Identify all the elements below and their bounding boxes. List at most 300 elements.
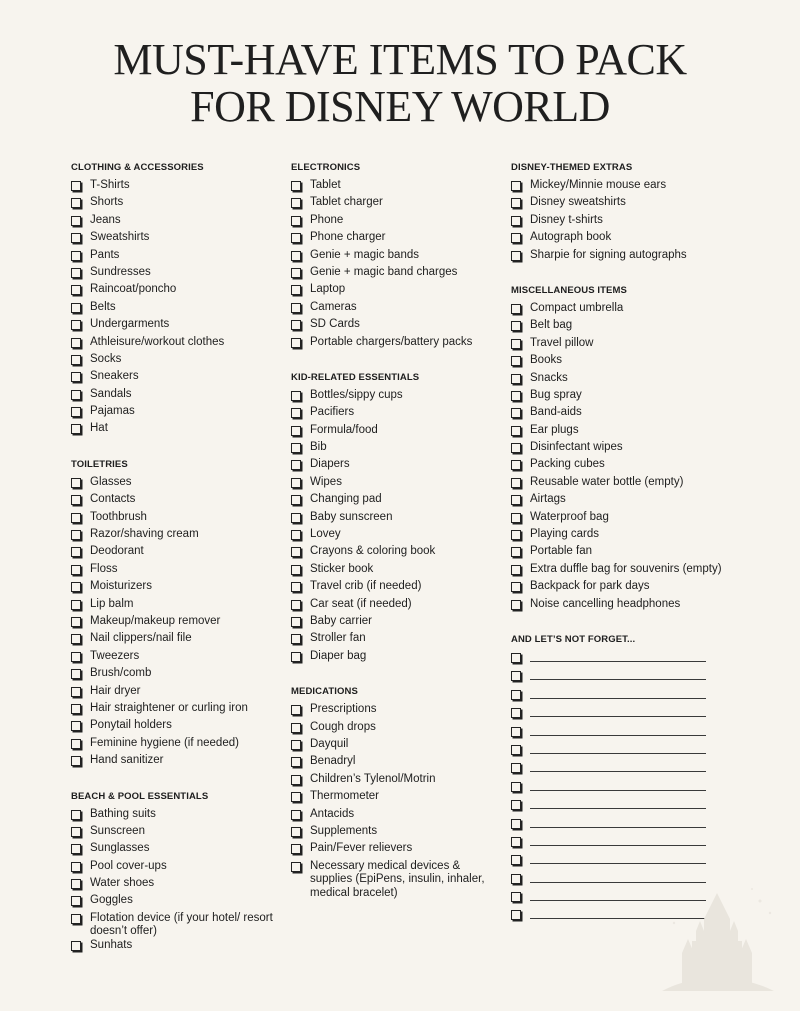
checklist-item — [71, 196, 276, 213]
section-toiletries — [71, 457, 276, 772]
checkbox[interactable] — [71, 251, 81, 261]
checkbox[interactable] — [291, 844, 301, 854]
checkbox[interactable] — [511, 443, 521, 453]
checklist-item-label: Children’s Tylenol/Motrin — [310, 772, 436, 785]
checklist-item-label: Phone charger — [310, 231, 386, 244]
checkbox[interactable] — [291, 792, 301, 802]
checkbox[interactable] — [291, 810, 301, 820]
checklist-item — [291, 528, 501, 545]
checkbox[interactable] — [511, 478, 521, 488]
checklist-item — [511, 476, 751, 493]
checkbox[interactable] — [71, 896, 81, 906]
checklist-item — [71, 685, 276, 702]
write-in-line[interactable] — [530, 798, 706, 809]
checklist-item — [291, 545, 501, 562]
checkbox[interactable] — [71, 652, 81, 662]
checkbox[interactable] — [71, 513, 81, 523]
checkbox[interactable] — [291, 565, 301, 575]
checkbox[interactable] — [511, 408, 521, 418]
checkbox[interactable] — [511, 356, 521, 366]
write-in-line[interactable] — [530, 669, 706, 680]
checklist-item-label: Hand sanitizer — [90, 754, 164, 767]
write-in-line[interactable] — [530, 835, 706, 846]
section-title: AND LET’S NOT FORGET... — [511, 633, 636, 645]
checklist-item — [291, 842, 501, 859]
section-title: BEACH & POOL ESSENTIALS — [71, 790, 209, 802]
checklist-item — [71, 737, 276, 754]
write-in-line[interactable] — [530, 743, 706, 754]
checklist-item-label: Band-aids — [530, 406, 582, 419]
checklist-item-label: Sunscreen — [90, 824, 145, 837]
checkbox[interactable] — [71, 320, 81, 330]
checkbox[interactable] — [511, 198, 521, 208]
checklist-item-label: Bathing suits — [90, 807, 156, 820]
blank-checklist-item — [511, 706, 751, 724]
checklist-item — [291, 563, 501, 580]
checklist-item-label: Reusable water bottle (empty) — [530, 475, 684, 488]
checklist-item — [71, 528, 276, 545]
checklist-item — [511, 231, 751, 248]
checkbox[interactable] — [71, 739, 81, 749]
section-title: ELECTRONICS — [291, 162, 361, 173]
checklist-item — [291, 249, 501, 266]
checkbox[interactable] — [511, 216, 521, 226]
checkbox[interactable] — [71, 844, 81, 854]
write-in-line[interactable] — [530, 853, 706, 864]
checklist-item-label: Goggles — [90, 894, 133, 907]
blank-checklist-item — [511, 798, 751, 816]
checklist-item-label: Formula/food — [310, 423, 378, 436]
checklist-item-label: Tablet charger — [310, 196, 383, 209]
checkbox[interactable] — [511, 910, 521, 920]
write-in-line[interactable] — [530, 651, 706, 662]
castle-watermark-icon — [652, 883, 782, 993]
checklist-item-label: Baby sunscreen — [310, 510, 393, 523]
section-clothing-accessories — [71, 160, 276, 440]
checkbox[interactable] — [291, 251, 301, 261]
blank-checklist-item — [511, 853, 751, 871]
checklist-item-label: Razor/shaving cream — [90, 528, 199, 541]
write-in-line[interactable] — [530, 725, 706, 736]
checklist-item — [291, 424, 501, 441]
checklist-item — [291, 860, 501, 901]
checklist-item — [71, 511, 276, 528]
checkbox[interactable] — [511, 304, 521, 314]
checklist-item — [71, 877, 276, 894]
checklist-item — [291, 266, 501, 283]
checkbox[interactable] — [71, 862, 81, 872]
checklist-item-label: Sunhats — [90, 938, 133, 951]
checkbox[interactable] — [511, 251, 521, 261]
checklist-item-label: SD Cards — [310, 318, 360, 331]
checklist-item-label: Genie + magic bands — [310, 248, 419, 261]
checklist-item-label: Packing cubes — [530, 458, 605, 471]
checkbox[interactable] — [511, 671, 521, 681]
checklist-item — [291, 755, 501, 772]
checklist-item-label: Sandals — [90, 387, 132, 400]
checklist-item — [71, 476, 276, 493]
section-title: TOILETRIES — [71, 458, 128, 470]
checkbox[interactable] — [511, 391, 521, 401]
checklist-item-label: Sunglasses — [90, 842, 150, 855]
checklist-item — [71, 545, 276, 562]
checkbox[interactable] — [71, 687, 81, 697]
checklist-item — [291, 406, 501, 423]
checkbox[interactable] — [71, 941, 81, 951]
checkbox[interactable] — [291, 617, 301, 627]
checkbox[interactable] — [71, 756, 81, 766]
checklist-item — [71, 667, 276, 684]
checklist-item-label: Bib — [310, 441, 327, 454]
checklist-item-label: Disinfectant wipes — [530, 441, 623, 454]
checklist-item — [71, 894, 276, 911]
checkbox[interactable] — [291, 740, 301, 750]
checklist-item-label: Portable fan — [530, 545, 593, 558]
checklist-item — [511, 214, 751, 231]
checklist-item — [511, 179, 751, 196]
checkbox[interactable] — [511, 837, 521, 847]
checkbox[interactable] — [71, 721, 81, 731]
checklist-item-label: Hat — [90, 422, 108, 435]
blank-checklist-item — [511, 669, 751, 687]
checkbox[interactable] — [291, 757, 301, 767]
checklist-item — [71, 422, 276, 439]
checklist-item — [291, 825, 501, 842]
checkbox[interactable] — [71, 495, 81, 505]
checkbox[interactable] — [511, 374, 521, 384]
checklist-item — [291, 773, 501, 790]
section-title: MEDICATIONS — [291, 686, 358, 698]
checklist-item — [291, 336, 501, 353]
checkbox[interactable] — [291, 705, 301, 715]
checkbox[interactable] — [511, 727, 521, 737]
checkbox[interactable] — [71, 216, 81, 226]
blank-checklist-item — [511, 743, 751, 761]
checklist-item-label: Raincoat/poncho — [90, 283, 177, 296]
checkbox[interactable] — [291, 408, 301, 418]
checkbox[interactable] — [71, 303, 81, 313]
checkbox[interactable] — [291, 582, 301, 592]
checklist-item-label: Travel pillow — [530, 336, 594, 349]
checkbox[interactable] — [291, 547, 301, 557]
checkbox[interactable] — [291, 320, 301, 330]
checkbox[interactable] — [291, 426, 301, 436]
section-title: CLOTHING & ACCESSORIES — [71, 162, 204, 173]
checklist-item — [71, 214, 276, 231]
checkbox[interactable] — [71, 181, 81, 191]
checkbox[interactable] — [511, 181, 521, 191]
write-in-line[interactable] — [530, 761, 706, 772]
blank-checklist-item — [511, 761, 751, 779]
page-title — [0, 36, 800, 130]
checklist-item-label: Ear plugs — [530, 423, 579, 436]
checkbox[interactable] — [291, 495, 301, 505]
checklist-item — [71, 563, 276, 580]
checklist-item-label: Changing pad — [310, 493, 382, 506]
checklist-item-label: Compact umbrella — [530, 301, 624, 314]
checklist-item — [511, 580, 751, 597]
checklist-item-label: Nail clippers/nail file — [90, 632, 192, 645]
checklist-item-label: Ponytail holders — [90, 719, 172, 732]
checklist-item-label: Floss — [90, 562, 118, 575]
checkbox[interactable] — [71, 914, 81, 924]
checklist-item-label: Stroller fan — [310, 632, 366, 645]
checklist-item — [291, 650, 501, 667]
checklist-item-label: Waterproof bag — [530, 510, 609, 523]
section-miscellaneous-items — [511, 283, 751, 615]
checklist-item-label: Cameras — [310, 300, 357, 313]
checkbox[interactable] — [291, 652, 301, 662]
checkbox[interactable] — [291, 478, 301, 488]
section-medications — [291, 684, 501, 900]
checklist-item-label: Athleisure/workout clothes — [90, 335, 225, 348]
checkbox[interactable] — [291, 285, 301, 295]
section-beach-pool-essentials — [71, 789, 276, 957]
write-in-line[interactable] — [530, 688, 706, 699]
checkbox[interactable] — [291, 827, 301, 837]
checkbox[interactable] — [71, 407, 81, 417]
checkbox[interactable] — [291, 634, 301, 644]
checkbox[interactable] — [291, 862, 301, 872]
checklist-item-label: Cough drops — [310, 720, 376, 733]
checkbox[interactable] — [71, 582, 81, 592]
checklist-item — [511, 406, 751, 423]
checklist-item-label: Sundresses — [90, 265, 151, 278]
checkbox[interactable] — [71, 233, 81, 243]
checklist-item-label: Sticker book — [310, 562, 374, 575]
checkbox[interactable] — [511, 339, 521, 349]
checkbox[interactable] — [511, 855, 521, 865]
checklist-item — [71, 301, 276, 318]
checkbox[interactable] — [71, 617, 81, 627]
checklist-item-label: Sweatshirts — [90, 231, 150, 244]
checklist-item-label: Glasses — [90, 475, 132, 488]
checklist-item-label: Belts — [90, 300, 116, 313]
checklist-item-label: Belt bag — [530, 319, 573, 332]
checklist-item-label: Feminine hygiene (if needed) — [90, 736, 239, 749]
checklist-item — [291, 441, 501, 458]
checklist-item-label: Hair dryer — [90, 684, 141, 697]
checklist-item — [291, 301, 501, 318]
checkbox[interactable] — [511, 565, 521, 575]
checklist-item-label: Toothbrush — [90, 510, 147, 523]
checklist-item — [71, 939, 276, 956]
checklist-item-label: Sharpie for signing autographs — [530, 248, 687, 261]
checklist-item — [511, 249, 751, 266]
checkbox[interactable] — [291, 443, 301, 453]
checkbox[interactable] — [71, 390, 81, 400]
checkbox[interactable] — [511, 233, 521, 243]
checklist-item — [291, 476, 501, 493]
checkbox[interactable] — [291, 513, 301, 523]
checkbox[interactable] — [71, 547, 81, 557]
checkbox[interactable] — [71, 634, 81, 644]
checkbox[interactable] — [291, 775, 301, 785]
checklist-item-label: Backpack for park days — [530, 580, 650, 593]
checklist-item — [511, 337, 751, 354]
checklist-item — [71, 808, 276, 825]
checklist-item-label: Dayquil — [310, 737, 349, 750]
checklist-item-label: Pool cover-ups — [90, 859, 167, 872]
checklist-item-label: Pacifiers — [310, 406, 355, 419]
checkbox[interactable] — [291, 181, 301, 191]
checklist-item — [71, 249, 276, 266]
checklist-item-label: Socks — [90, 352, 122, 365]
checklist-item — [291, 598, 501, 615]
checklist-item — [291, 318, 501, 335]
checkbox[interactable] — [511, 426, 521, 436]
checklist-item-label: Thermometer — [310, 790, 380, 803]
checkbox[interactable] — [71, 424, 81, 434]
checklist-item — [291, 632, 501, 649]
checklist-item-label: T-Shirts — [90, 179, 130, 191]
checkbox[interactable] — [291, 303, 301, 313]
checkbox[interactable] — [511, 708, 521, 718]
checkbox[interactable] — [291, 530, 301, 540]
checkbox[interactable] — [511, 495, 521, 505]
blank-checklist-item — [511, 725, 751, 743]
write-in-line[interactable] — [530, 706, 706, 717]
checklist-item — [291, 389, 501, 406]
checkbox[interactable] — [71, 827, 81, 837]
checkbox[interactable] — [71, 268, 81, 278]
checkbox[interactable] — [71, 338, 81, 348]
checklist-item-label: Deodorant — [90, 545, 144, 558]
checklist-item — [71, 353, 276, 370]
checkbox[interactable] — [511, 460, 521, 470]
checklist-item-label: Bug spray — [530, 388, 582, 401]
checkbox[interactable] — [71, 285, 81, 295]
checkbox[interactable] — [291, 216, 301, 226]
checklist-item — [71, 842, 276, 859]
checkbox[interactable] — [511, 819, 521, 829]
checklist-item — [291, 808, 501, 825]
checkbox[interactable] — [71, 600, 81, 610]
section-title: DISNEY-THEMED EXTRAS — [511, 162, 633, 173]
checklist-item — [71, 266, 276, 283]
checkbox[interactable] — [511, 874, 521, 884]
checklist-item — [291, 738, 501, 755]
checkbox[interactable] — [291, 600, 301, 610]
checklist-item — [511, 389, 751, 406]
section-title: MISCELLANEOUS ITEMS — [511, 284, 627, 296]
checklist-item — [71, 318, 276, 335]
checklist-item-label: Lovey — [310, 528, 341, 541]
checkbox[interactable] — [511, 745, 521, 755]
checklist-item — [71, 336, 276, 353]
checklist-item — [71, 702, 276, 719]
checklist-item — [71, 179, 276, 196]
checkbox[interactable] — [71, 372, 81, 382]
checklist-item-label: Autograph book — [530, 231, 612, 244]
checkbox[interactable] — [291, 338, 301, 348]
checkbox[interactable] — [71, 530, 81, 540]
checklist-item-label: Diaper bag — [310, 649, 367, 662]
write-in-line[interactable] — [530, 817, 706, 828]
checklist-item-label: Supplements — [310, 824, 378, 837]
checklist-item-label: Snacks — [530, 371, 568, 384]
checkbox[interactable] — [511, 800, 521, 810]
checkbox[interactable] — [291, 233, 301, 243]
checkbox[interactable] — [511, 547, 521, 557]
checkbox[interactable] — [291, 460, 301, 470]
checkbox[interactable] — [71, 565, 81, 575]
checklist-item-label: Brush/comb — [90, 667, 152, 680]
checklist-item — [71, 912, 276, 939]
checkbox[interactable] — [511, 582, 521, 592]
checklist-item — [511, 563, 751, 580]
checklist-item-label: Disney t-shirts — [530, 213, 603, 226]
write-in-line[interactable] — [530, 780, 706, 791]
checkbox[interactable] — [71, 704, 81, 714]
checkbox[interactable] — [291, 268, 301, 278]
checkbox[interactable] — [511, 530, 521, 540]
checklist-item — [291, 179, 501, 196]
blank-checklist-item — [511, 835, 751, 853]
checklist-item — [291, 196, 501, 213]
checkbox[interactable] — [71, 879, 81, 889]
checklist-item — [511, 302, 751, 319]
checkbox[interactable] — [511, 782, 521, 792]
section-title: KID-RELATED ESSENTIALS — [291, 371, 420, 383]
checkbox[interactable] — [291, 391, 301, 401]
checkbox[interactable] — [71, 810, 81, 820]
checklist-item — [71, 650, 276, 667]
checklist-item-label: Laptop — [310, 283, 346, 296]
checkbox[interactable] — [71, 669, 81, 679]
checklist-item-label: Moisturizers — [90, 580, 152, 593]
checkbox[interactable] — [291, 723, 301, 733]
checklist-item-label: Genie + magic band charges — [310, 265, 458, 278]
checklist-item-label: Pants — [90, 248, 120, 261]
checklist-item-label: Bottles/sippy cups — [310, 388, 403, 401]
checkbox[interactable] — [71, 478, 81, 488]
title-line-2: FOR DISNEY WORLD — [190, 82, 610, 131]
write-in-line[interactable] — [530, 872, 706, 883]
checklist-item — [511, 319, 751, 336]
checklist-item-label: Lip balm — [90, 597, 134, 610]
checklist-item — [511, 372, 751, 389]
checklist-item-label: Shorts — [90, 196, 124, 209]
checklist-item — [511, 511, 751, 528]
checklist-item-label: Pajamas — [90, 405, 135, 418]
checkbox[interactable] — [71, 198, 81, 208]
checklist-item-label: Crayons & coloring book — [310, 545, 436, 558]
checklist-item — [71, 493, 276, 510]
checkbox[interactable] — [511, 892, 521, 902]
checkbox[interactable] — [511, 321, 521, 331]
checklist-item — [511, 354, 751, 371]
checkbox[interactable] — [291, 198, 301, 208]
checkbox[interactable] — [511, 653, 521, 663]
checklist-item — [71, 719, 276, 736]
checkbox[interactable] — [511, 690, 521, 700]
checkbox[interactable] — [511, 763, 521, 773]
checklist-item-label: Water shoes — [90, 877, 155, 890]
checkbox[interactable] — [511, 513, 521, 523]
checklist-item — [71, 825, 276, 842]
blank-checklist-item — [511, 780, 751, 798]
checklist-item — [511, 458, 751, 475]
checklist-item-label: Makeup/makeup remover — [90, 614, 221, 627]
column-2 — [291, 160, 501, 917]
section-kid-related-essentials — [291, 370, 501, 667]
checklist-item — [71, 754, 276, 771]
checkbox[interactable] — [511, 600, 521, 610]
checkbox[interactable] — [71, 355, 81, 365]
checklist-item-label: Airtags — [530, 493, 566, 506]
section-disney-themed-extras — [511, 160, 751, 266]
